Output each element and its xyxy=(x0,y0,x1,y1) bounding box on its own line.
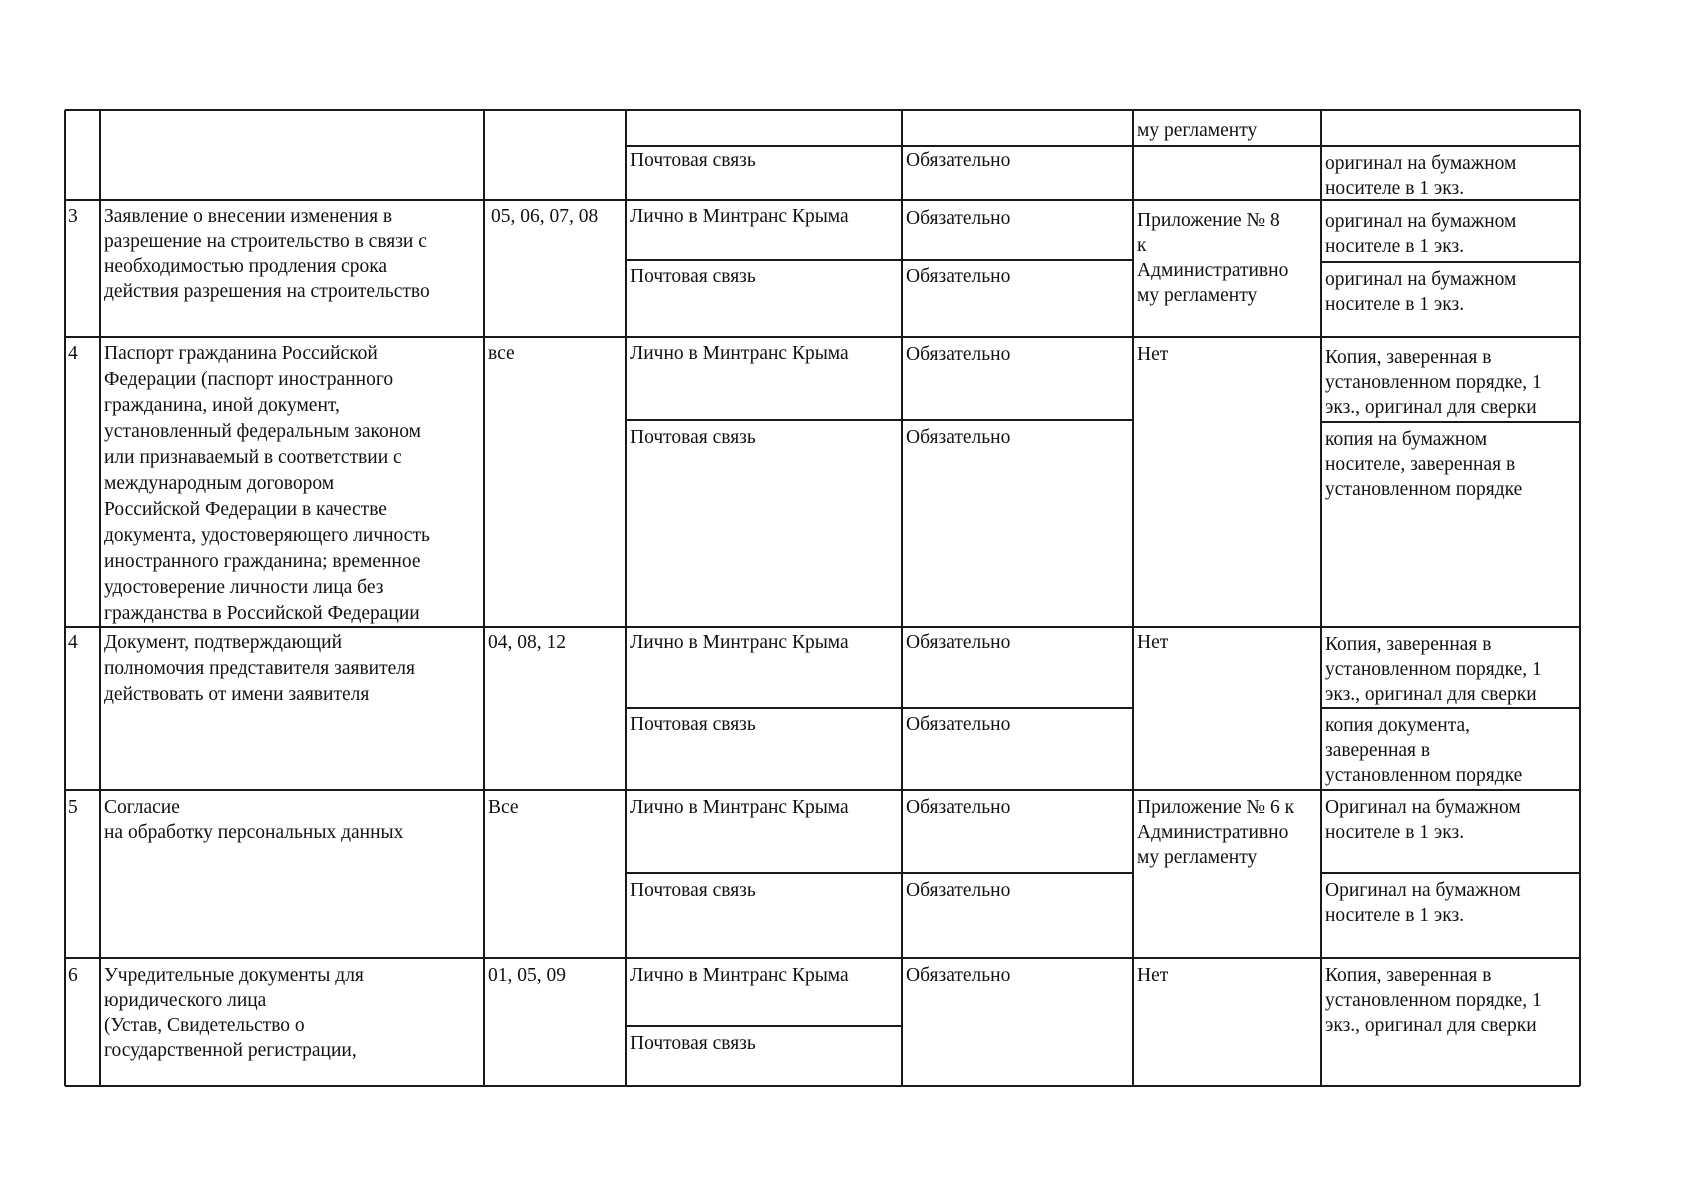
cont-form-2-line-1: оригинал на бумажном xyxy=(1325,153,1517,174)
row-4b-form-1-line-2: установленном порядке, 1 xyxy=(1325,659,1542,680)
row-3-form-1-line-1: оригинал на бумажном xyxy=(1325,211,1517,232)
row-4a-name-line-4: установленный федеральным законом xyxy=(104,421,421,442)
row-5-name-line-1: Согласие xyxy=(104,797,180,818)
row-3-name-line-3: необходимостью продления срока xyxy=(104,256,388,277)
row-3-name-line-4: действия разрешения на строительство xyxy=(104,281,430,302)
row-3-codes: 05, 06, 07, 08 xyxy=(491,206,599,227)
row-5-status-1: Обязательно xyxy=(906,797,1011,818)
row-4b-form-1-line-3: экз., оригинал для сверки xyxy=(1325,684,1537,705)
row-3-status-1: Обязательно xyxy=(906,208,1011,229)
row-3-status-2: Обязательно xyxy=(906,266,1011,287)
row-3-method-2: Почтовая связь xyxy=(630,266,756,287)
row-6-form-1-line-1: Копия, заверенная в xyxy=(1325,965,1492,986)
cont-form-2-line-2: носителе в 1 экз. xyxy=(1325,178,1465,199)
cont-template-text: му регламенту xyxy=(1137,120,1258,141)
row-4a-name-line-7: Российской Федерации в качестве xyxy=(104,499,387,520)
row-4a-form-2-line-2: носителе, заверенная в xyxy=(1325,454,1516,475)
row-4a-method-1: Лично в Минтранс Крыма xyxy=(630,343,849,364)
row-5-form-2-line-1: Оригинал на бумажном xyxy=(1325,880,1521,901)
row-4a-status-1: Обязательно xyxy=(906,344,1011,365)
row-3-form-1-line-2: носителе в 1 экз. xyxy=(1325,236,1465,257)
row-4b-method-1: Лично в Минтранс Крыма xyxy=(630,632,849,653)
row-6-name-line-2: юридического лица xyxy=(104,990,267,1011)
row-5-status-2: Обязательно xyxy=(906,880,1011,901)
row-4b-form-1-line-1: Копия, заверенная в xyxy=(1325,634,1492,655)
row-4a-form-1-line-1: Копия, заверенная в xyxy=(1325,347,1492,368)
row-4a-form-1-line-3: экз., оригинал для сверки xyxy=(1325,397,1537,418)
row-4a-form-2-line-3: установленном порядке xyxy=(1325,479,1523,500)
row-6-number: 6 xyxy=(68,965,78,986)
row-6-name-line-3: (Устав, Свидетельство о xyxy=(104,1015,305,1036)
row-3-template-line-1: Приложение № 8 xyxy=(1137,210,1280,231)
row-5-form-1-line-2: носителе в 1 экз. xyxy=(1325,822,1465,843)
row-6-codes: 01, 05, 09 xyxy=(488,965,566,986)
row-4a-name-line-11: гражданства в Российской Федерации xyxy=(104,603,420,624)
row-5-method-2: Почтовая связь xyxy=(630,880,756,901)
row-4b-template: Нет xyxy=(1137,632,1169,653)
row-6-status-1: Обязательно xyxy=(906,965,1011,986)
row-5-codes: Все xyxy=(488,797,519,818)
row-4a-name-line-10: удостоверение личности лица без xyxy=(104,577,384,598)
row-5-name-line-2: на обработку персональных данных xyxy=(104,822,404,843)
row-3-number: 3 xyxy=(68,206,78,227)
row-5-form-2-line-2: носителе в 1 экз. xyxy=(1325,905,1465,926)
row-5-number: 5 xyxy=(68,797,78,818)
row-6-form-1-line-3: экз., оригинал для сверки xyxy=(1325,1015,1537,1036)
row-4a-codes: все xyxy=(488,343,515,364)
row-4a-number: 4 xyxy=(68,343,78,364)
row-4a-name-line-3: гражданина, иной документ, xyxy=(104,395,340,416)
row-4b-form-2-line-1: копия документа, xyxy=(1325,715,1471,736)
row-5-method-1: Лично в Минтранс Крыма xyxy=(630,797,849,818)
row-4b-name-line-1: Документ, подтверждающий xyxy=(104,632,343,653)
row-4a-template: Нет xyxy=(1137,344,1169,365)
row-3-template-line-2: к xyxy=(1137,235,1147,256)
row-4a-method-2: Почтовая связь xyxy=(630,427,756,448)
row-3-template-line-3: Административно xyxy=(1137,260,1289,281)
cont-status-2: Обязательно xyxy=(906,150,1011,171)
row-4b-name-line-2: полномочия представителя заявителя xyxy=(104,658,415,679)
row-4a-form-2-line-1: копия на бумажном xyxy=(1325,429,1488,450)
row-4b-form-2-line-2: заверенная в xyxy=(1325,740,1431,761)
row-4b-status-2: Обязательно xyxy=(906,714,1011,735)
row-3-form-2-line-2: носителе в 1 экз. xyxy=(1325,294,1465,315)
row-4a-name-line-8: документа, удостоверяющего личность xyxy=(104,525,430,546)
row-3-name-line-2: разрешение на строительство в связи с xyxy=(104,231,427,252)
row-5-template-line-3: му регламенту xyxy=(1137,847,1258,868)
row-5-form-1-line-1: Оригинал на бумажном xyxy=(1325,797,1521,818)
row-3-form-2-line-1: оригинал на бумажном xyxy=(1325,269,1517,290)
row-6-template: Нет xyxy=(1137,965,1169,986)
row-4a-name-line-2: Федерации (паспорт иностранного xyxy=(104,369,394,390)
row-6-method-1: Лично в Минтранс Крыма xyxy=(630,965,849,986)
row-6-method-2: Почтовая связь xyxy=(630,1033,756,1054)
row-3-method-1: Лично в Минтранс Крыма xyxy=(630,206,849,227)
row-4b-form-2-line-3: установленном порядке xyxy=(1325,765,1523,786)
row-3-name-line-1: Заявление о внесении изменения в xyxy=(104,206,393,227)
row-4a-form-1-line-2: установленном порядке, 1 xyxy=(1325,372,1542,393)
row-4b-name-line-3: действовать от имени заявителя xyxy=(104,684,370,705)
row-4b-number: 4 xyxy=(68,632,78,653)
row-4a-name-line-5: или признаваемый в соответствии с xyxy=(104,447,402,468)
row-4b-codes: 04, 08, 12 xyxy=(488,632,566,653)
row-4a-name-line-9: иностранного гражданина; временное xyxy=(104,551,421,572)
row-3-template-line-4: му регламенту xyxy=(1137,285,1258,306)
row-5-template-line-2: Административно xyxy=(1137,822,1289,843)
row-4a-name-line-6: международным договором xyxy=(104,473,335,494)
row-4a-status-2: Обязательно xyxy=(906,427,1011,448)
row-6-name-line-1: Учредительные документы для xyxy=(104,965,364,986)
row-6-name-line-4: государственной регистрации, xyxy=(104,1040,357,1061)
row-4b-status-1: Обязательно xyxy=(906,632,1011,653)
row-5-template-line-1: Приложение № 6 к xyxy=(1137,797,1295,818)
row-4a-name-line-1: Паспорт гражданина Российской xyxy=(104,343,378,364)
row-4b-method-2: Почтовая связь xyxy=(630,714,756,735)
cont-method-2: Почтовая связь xyxy=(630,150,756,171)
row-6-form-1-line-2: установленном порядке, 1 xyxy=(1325,990,1542,1011)
